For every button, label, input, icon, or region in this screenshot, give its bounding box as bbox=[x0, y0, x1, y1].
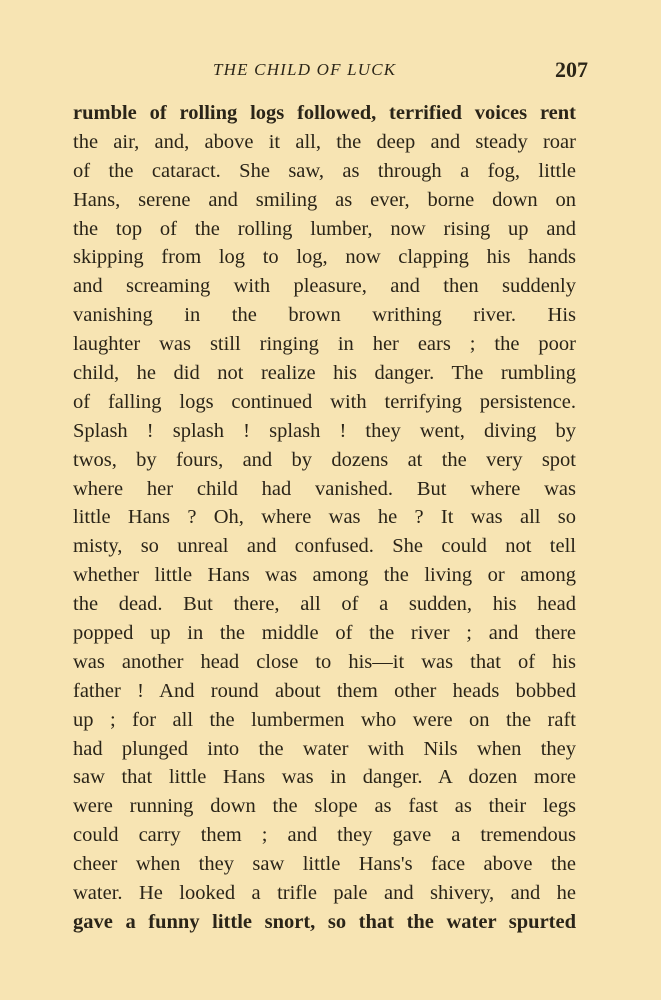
page-header bbox=[73, 57, 588, 84]
text-line: saw that little Hans was in danger. A dozen more bbox=[73, 766, 576, 789]
text-line: father ! And round about them other heads bobbed bbox=[73, 679, 576, 702]
text-line: whether little Hans was among the living or among bbox=[73, 564, 576, 587]
text-line: cheer when they saw little Hans's face above the bbox=[73, 853, 576, 876]
text-line: the air, and, above it all, the deep and steady roar bbox=[73, 130, 576, 153]
body-text bbox=[73, 99, 576, 937]
text-line: misty, so unreal and confused. She could not tell bbox=[73, 535, 576, 558]
text-line: were running down the slope as fast as their legs bbox=[73, 795, 576, 818]
text-line: popped up in the middle of the river ; and there bbox=[73, 622, 576, 645]
text-line: the dead. But there, all of a sudden, his head bbox=[73, 593, 576, 616]
text-line: the top of the rolling lumber, now rising up and bbox=[73, 217, 576, 240]
text-line: was another head close to his—it was that of his bbox=[73, 650, 576, 673]
text-line: where her child had vanished. But where was bbox=[73, 477, 576, 500]
text-line: water. He looked a trifle pale and shivery, and he bbox=[73, 882, 576, 905]
text-line: of falling logs continued with terrifying persistence. bbox=[73, 390, 576, 413]
text-line: twos, by fours, and by dozens at the very spot bbox=[73, 448, 576, 471]
text-line: and screaming with pleasure, and then suddenly bbox=[73, 275, 576, 298]
text-line: could carry them ; and they gave a tremendous bbox=[73, 824, 576, 847]
text-line: child, he did not realize his danger. The rumbling bbox=[73, 362, 576, 385]
text-line: of the cataract. She saw, as through a fog, little bbox=[73, 159, 576, 182]
text-line: laughter was still ringing in her ears ; the poor bbox=[73, 333, 576, 356]
text-line: Hans, serene and smiling as ever, borne down on bbox=[73, 188, 576, 211]
text-line: rumble of rolling logs followed, terrified voices rent bbox=[73, 102, 576, 124]
running-title: THE CHILD OF LUCK bbox=[213, 60, 397, 79]
text-line: little Hans ? Oh, where was he ? It was all so bbox=[73, 506, 576, 529]
text-line: had plunged into the water with Nils when they bbox=[73, 737, 576, 760]
text-line: skipping from log to log, now clapping his hands bbox=[73, 246, 576, 269]
text-line: Splash ! splash ! splash ! they went, diving by bbox=[73, 419, 576, 442]
text-line: gave a funny little snort, so that the water spurted bbox=[73, 910, 576, 933]
page-number: 207 bbox=[555, 57, 588, 82]
text-line: up ; for all the lumbermen who were on the raft bbox=[73, 708, 576, 731]
text-line: vanishing in the brown writhing river. His bbox=[73, 304, 576, 327]
